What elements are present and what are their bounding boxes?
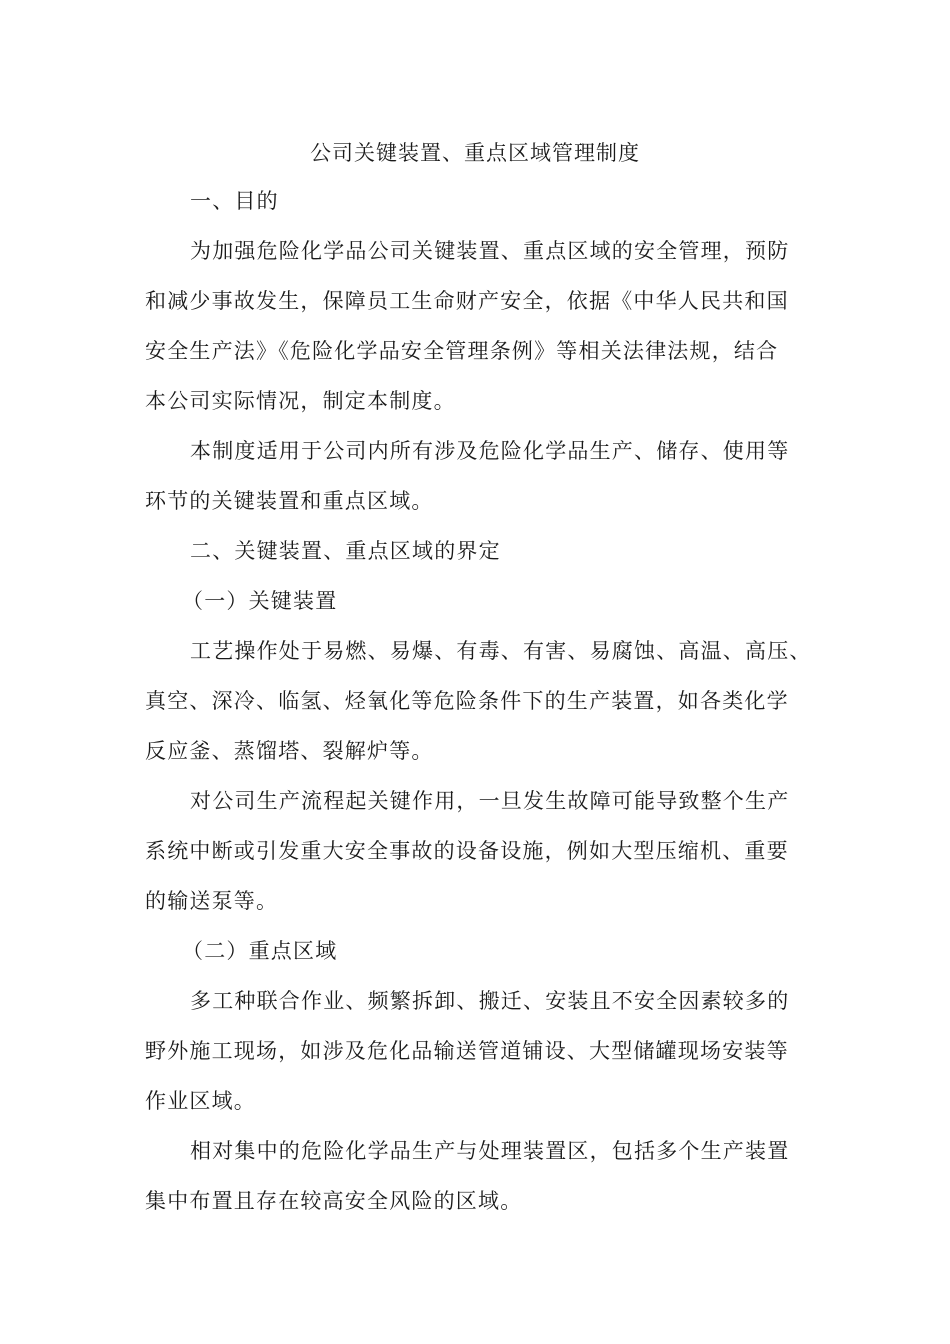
paragraph-line: 多工种联合作业、频繁拆卸、搬迁、安装且不安全因素较多的 <box>190 989 790 1013</box>
subsection-heading-key-areas: （二）重点区域 <box>182 939 338 963</box>
section-heading-definition: 二、关键装置、重点区域的界定 <box>190 539 501 563</box>
paragraph-line: 为加强危险化学品公司关键装置、重点区域的安全管理，预防 <box>190 239 790 263</box>
paragraph-line: 的输送泵等。 <box>145 889 279 913</box>
subsection-heading-key-devices: （一）关键装置 <box>182 589 338 613</box>
section-heading-purpose: 一、目的 <box>190 189 279 213</box>
paragraph-line: 安全生产法》《危险化学品安全管理条例》等相关法律法规，结合 <box>145 339 779 363</box>
document-title: 公司关键装置、重点区域管理制度 <box>310 141 640 165</box>
paragraph-line: 本制度适用于公司内所有涉及危险化学品生产、储存、使用等 <box>190 439 790 463</box>
paragraph-line: 反应釜、蒸馏塔、裂解炉等。 <box>145 739 434 763</box>
paragraph-line: 系统中断或引发重大安全事故的设备设施，例如大型压缩机、重要 <box>145 839 789 863</box>
paragraph-line: 相对集中的危险化学品生产与处理装置区，包括多个生产装置 <box>190 1139 790 1163</box>
paragraph-line: 本公司实际情况，制定本制度。 <box>145 389 456 413</box>
paragraph-line: 和减少事故发生，保障员工生命财产安全，依据《中华人民共和国 <box>145 289 789 313</box>
paragraph-line: 对公司生产流程起关键作用，一旦发生故障可能导致整个生产 <box>190 789 790 813</box>
paragraph-line: 环节的关键装置和重点区域。 <box>145 489 434 513</box>
paragraph-line: 野外施工现场，如涉及危化品输送管道铺设、大型储罐现场安装等 <box>145 1039 789 1063</box>
paragraph-line: 工艺操作处于易燃、易爆、有毒、有害、易腐蚀、高温、高压、 <box>190 639 812 663</box>
paragraph-line: 真空、深冷、临氢、烃氧化等危险条件下的生产装置，如各类化学 <box>145 689 789 713</box>
paragraph-line: 作业区域。 <box>145 1089 256 1113</box>
paragraph-line: 集中布置且存在较高安全风险的区域。 <box>145 1189 523 1213</box>
